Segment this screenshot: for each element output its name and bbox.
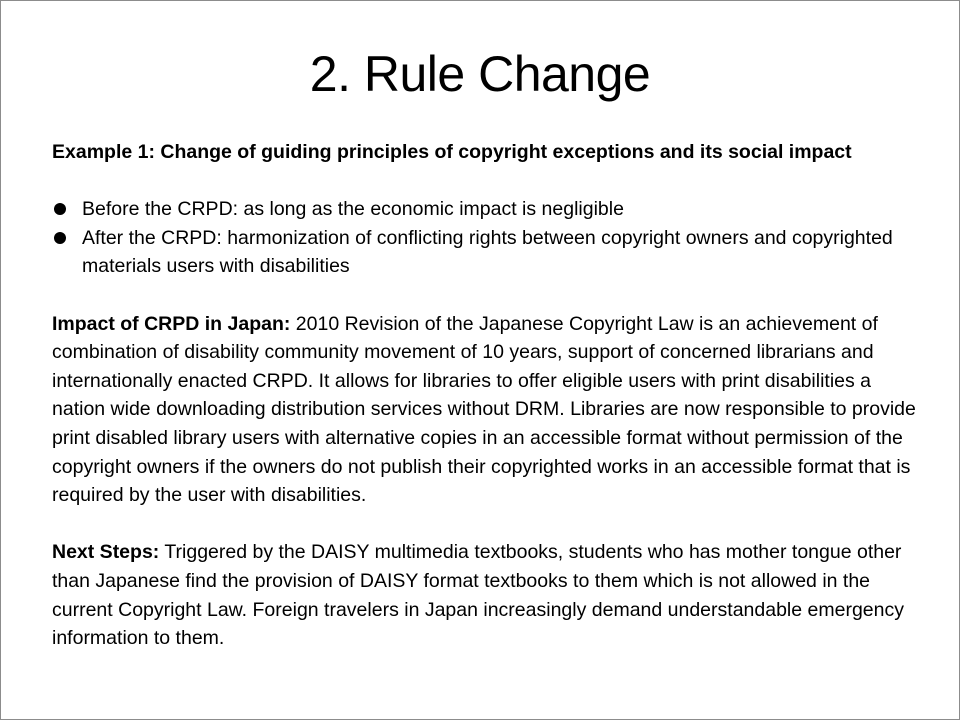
next-steps-paragraph — [52, 538, 922, 652]
bullet-dot-icon — [54, 232, 66, 244]
impact-label: Impact of CRPD in Japan: — [52, 312, 291, 335]
impact-paragraph — [52, 310, 922, 510]
example-bullet-list — [52, 195, 922, 281]
spacer — [52, 510, 922, 539]
bullet-item-before — [52, 195, 922, 224]
example-heading: Example 1: Change of guiding principles of copyright exceptions and its social impact — [52, 141, 852, 163]
next-steps-label: Next Steps: — [52, 541, 160, 564]
slide-title: 2. Rule Change — [309, 46, 651, 102]
bullet-item-after — [52, 224, 922, 281]
bullet-dot-icon — [54, 203, 66, 215]
spacer — [52, 167, 922, 196]
spacer — [52, 281, 922, 310]
next-steps-text: Triggered by the DAISY multimedia textbooks, students who has mother tongue other than Japanese find the provision of DAISY format textbooks to them which is not allowed in the current Copyright Law. Foreign travelers in Japan increasingly demand understandable emergency information to them. — [52, 541, 904, 650]
impact-text: 2010 Revision of the Japanese Copyright Law is an achievement of combination of disability community movement of 10 years, support of concerned librarians and internationally enacted CRPD. It allows for libraries to offer eligible users with print disabilities a nation wide downloading distribution services without DRM. Libraries are now responsible to provide print disabled library users with alternative copies in an accessible format without permission of the copyright owners if the owners do not publish their copyrighted works in an accessible format that is required by the user with disabilities. — [52, 312, 916, 507]
slide-body — [52, 138, 922, 653]
bullet-text-after: After the CRPD: harmonization of conflicting rights between copyright owners and copyrighted materials users with disabilities — [82, 226, 893, 278]
bullet-text-before: Before the CRPD: as long as the economic impact is negligible — [82, 198, 624, 221]
